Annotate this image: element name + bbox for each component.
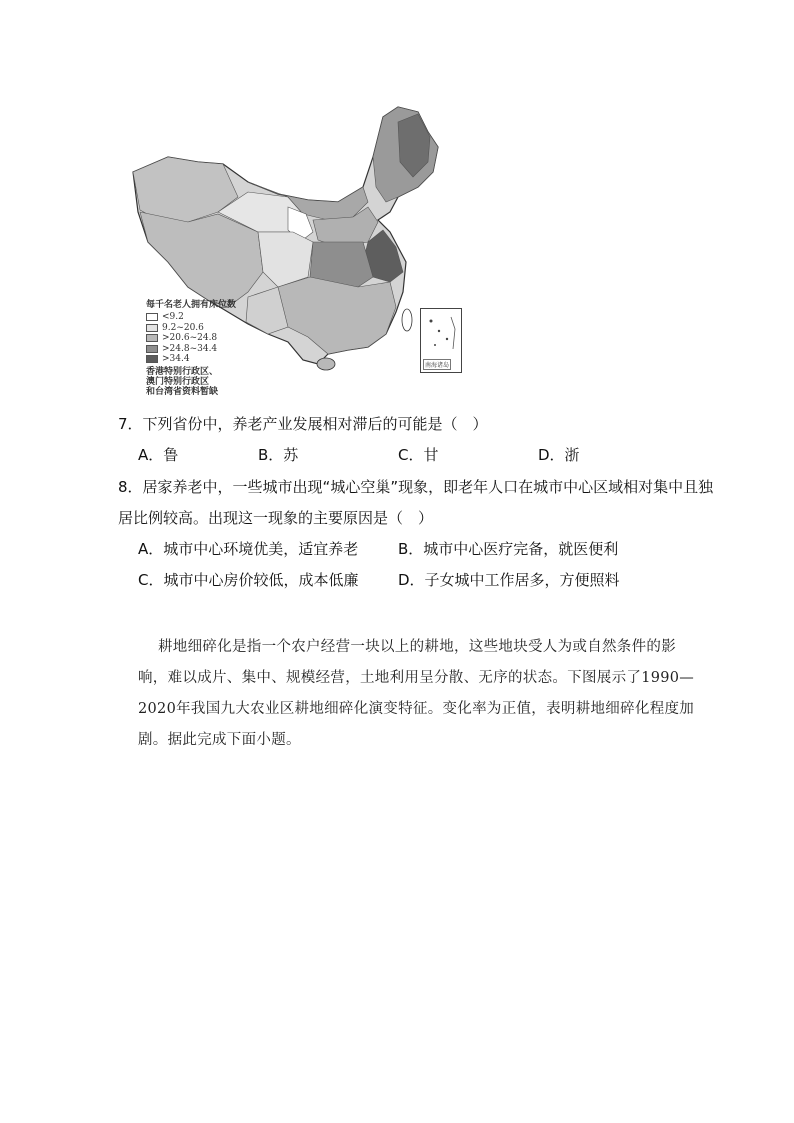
region-tibet <box>140 212 263 307</box>
legend-item <box>146 344 266 355</box>
taiwan <box>402 309 412 331</box>
q8-option-d: D．子女城中工作居多，方便照料 <box>398 571 620 589</box>
legend-swatch <box>146 334 158 342</box>
q7-option-a: A．鲁 <box>138 446 179 464</box>
legend-label: >34.4 <box>162 354 190 365</box>
legend-swatch <box>146 324 158 332</box>
q7-option-b: B．苏 <box>258 446 299 464</box>
map-legend <box>146 297 266 397</box>
question-8-stem-line1: 8．居家养老中，一些城市出现“城心空巢”现象，即老年人口在城市中心区域相对集中且独 <box>118 478 714 496</box>
region-south <box>268 277 396 354</box>
reading-passage: 耕地细碎化是指一个农户经营一块以上的耕地，这些地块受人为或自然条件的影响，难以成片、集中、规模经营，土地利用呈分散、无序的状态。下图展示了1990—2020年我国九大农业区耕地细碎化演变特征。变化率为正值，表明耕地细碎化程度加剧。据此完成下面小题。 <box>138 639 695 748</box>
legend-title: 每千名老人拥有床位数 <box>146 300 237 310</box>
q7-option-d: D．浙 <box>538 446 580 464</box>
legend-item <box>146 333 266 344</box>
q8-option-b: B．城市中心医疗完备，就医便利 <box>398 540 619 558</box>
legend-item <box>146 323 266 334</box>
legend-item <box>146 312 266 323</box>
legend-label: >20.6~24.8 <box>162 333 218 344</box>
legend-swatch <box>146 355 158 363</box>
legend-label: 9.2~20.6 <box>162 322 204 333</box>
q8-option-c: C．城市中心房价较低，成本低廉 <box>138 571 359 589</box>
legend-note-line: 澳门特别行政区 <box>146 376 210 387</box>
legend-swatch <box>146 313 158 321</box>
legend-note-line: 和台湾省资料暂缺 <box>146 386 219 397</box>
legend-swatch <box>146 345 158 353</box>
south-china-sea-inset <box>420 308 462 373</box>
q7-option-c: C．甘 <box>398 446 439 464</box>
legend-item <box>146 354 266 365</box>
china-map-figure <box>128 102 476 402</box>
inset-label: 南海诸岛 <box>423 359 451 370</box>
question-8-stem-line2: 居比例较高。出现这一现象的主要原因是（ ） <box>118 509 434 527</box>
hainan <box>317 358 335 370</box>
q8-option-a: A．城市中心环境优美，适宜养老 <box>138 540 359 558</box>
legend-label: >24.8~34.4 <box>162 343 218 354</box>
legend-label: <9.2 <box>162 312 184 323</box>
legend-note-line: 香港特别行政区、 <box>146 366 219 377</box>
legend-note <box>146 367 266 397</box>
question-7-stem: 7．下列省份中，养老产业发展相对滞后的可能是（ ） <box>118 415 488 433</box>
